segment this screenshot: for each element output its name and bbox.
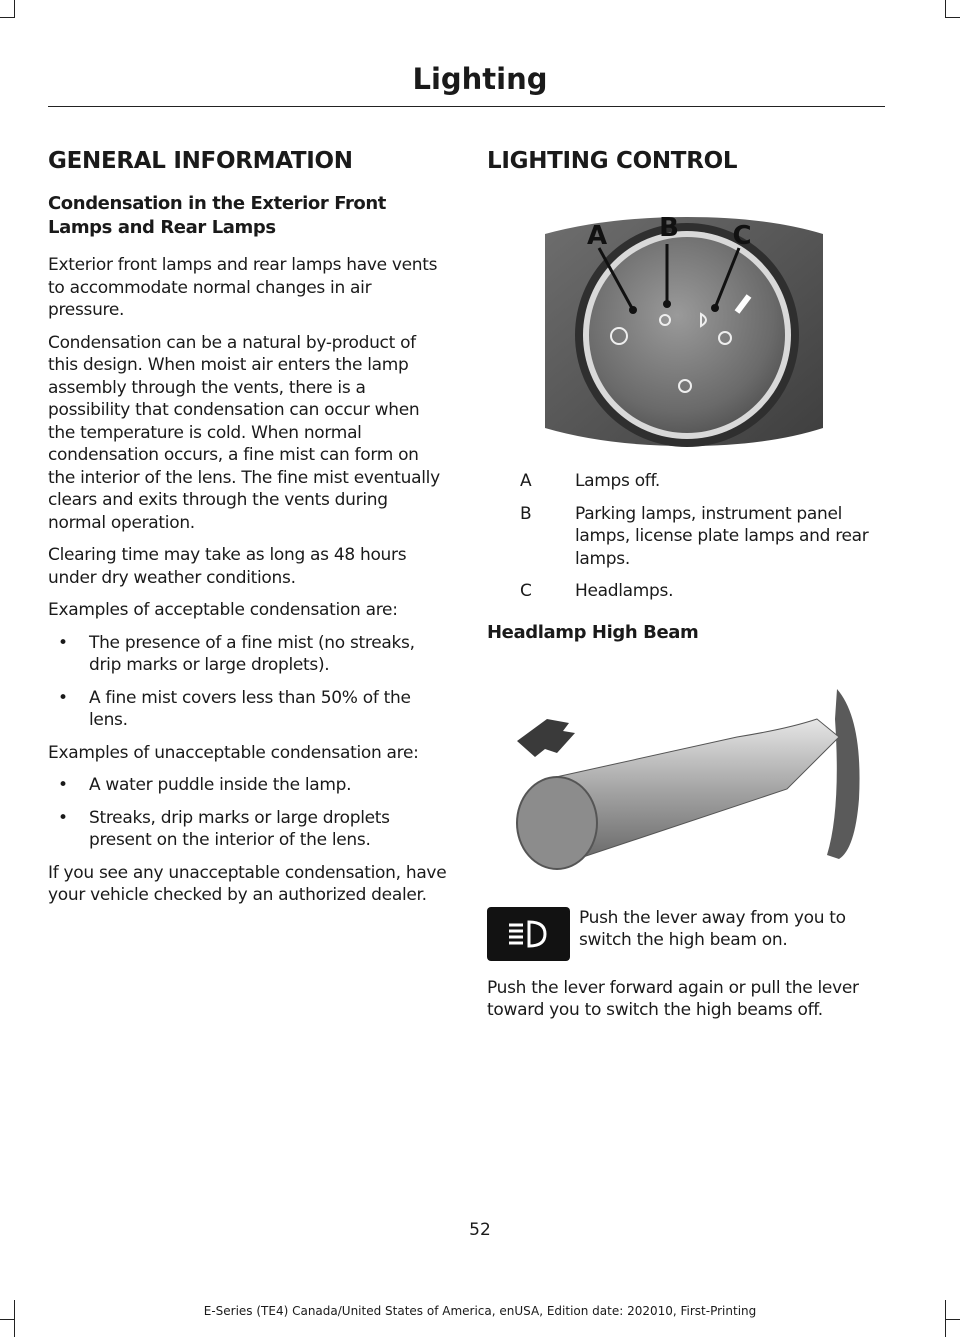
- paragraph: Push the lever forward again or pull the lever toward you to switch the high beams off.: [487, 977, 859, 1020]
- left-column: [48, 140, 448, 917]
- legend-text: Headlamps.: [575, 581, 674, 601]
- list-item: • A water puddle inside the lamp.: [48, 774, 448, 797]
- subsection-title-headlamp-high-beam: Headlamp High Beam: [487, 621, 699, 643]
- right-column: [487, 140, 887, 1032]
- lighting-control-figure: [487, 192, 887, 452]
- figure-label-a: A: [586, 221, 608, 251]
- legend-row: [487, 503, 887, 571]
- multifunction-lever-figure: [487, 659, 887, 899]
- acceptable-list: [48, 632, 448, 732]
- legend-key: B: [520, 503, 532, 524]
- crop-mark: [945, 1319, 960, 1320]
- paragraph: If you see any unacceptable condensation, have your vehicle checked by an authorized dealer.: [48, 862, 447, 905]
- crop-mark: [14, 0, 15, 18]
- paragraph: Examples of acceptable condensation are:: [48, 600, 398, 620]
- legend-key: A: [520, 471, 532, 491]
- crop-mark: [0, 1319, 15, 1320]
- list-item: • A fine mist covers less than 50% of the lens.: [48, 687, 448, 732]
- unacceptable-list: [48, 774, 448, 852]
- legend-key: C: [520, 581, 532, 601]
- legend-row: [487, 580, 887, 603]
- section-title-lighting-control: LIGHTING CONTROL: [487, 148, 738, 174]
- page-number: 52: [469, 1220, 491, 1240]
- paragraph: Examples of unacceptable condensation are:: [48, 742, 419, 763]
- list-item: • Streaks, drip marks or large droplets present on the interior of the lens.: [48, 807, 448, 852]
- section-title-general-information: GENERAL INFORMATION: [48, 148, 353, 174]
- subsection-title-condensation: Condensation in the Exterior Front Lamps and Rear Lamps: [48, 193, 387, 238]
- legend-row: [487, 470, 887, 493]
- high-beam-text: Push the lever away from you to switch the high beam on.: [579, 907, 846, 950]
- crop-mark: [0, 17, 15, 18]
- callout-dot-c: [711, 304, 719, 312]
- high-beam-icon: [487, 907, 570, 961]
- legend-text: Parking lamps, instrument panel lamps, license plate lamps and rear lamps.: [575, 503, 869, 569]
- lever-end-cap: [517, 777, 597, 869]
- header-divider: [48, 106, 885, 107]
- steering-column-mount: [827, 689, 860, 859]
- crop-mark: [945, 0, 946, 18]
- paragraph: Condensation can be a natural by-product of this design. When moist air enters the lamp assembly through the vents, there is a possibility that condensation can occur when the temperature is cold. When normal condensation occurs, a fine mist can form on the interior of the lens. The fine mist eventually clears and exits through the vents during normal operation.: [48, 332, 440, 533]
- push-direction-arrow-icon: [517, 719, 575, 757]
- page-header-title: Lighting: [412, 62, 548, 96]
- paragraph: Clearing time may take as long as 48 hours under dry weather conditions.: [48, 545, 407, 588]
- figure-label-b: B: [659, 213, 679, 243]
- paragraph: Exterior front lamps and rear lamps have vents to accommodate normal changes in air pressure.: [48, 255, 438, 320]
- crop-mark: [945, 17, 960, 18]
- legend-text: Lamps off.: [575, 471, 661, 491]
- high-beam-row: [487, 907, 887, 961]
- callout-dot-b: [663, 300, 671, 308]
- figure-label-c: C: [732, 221, 752, 251]
- edition-footer: E-Series (TE4) Canada/United States of America, enUSA, Edition date: 202010, First-Printing: [203, 1304, 757, 1318]
- lighting-control-legend: [487, 470, 887, 603]
- callout-dot-a: [629, 306, 637, 314]
- high-beam-symbol-icon: [487, 907, 570, 961]
- rotary-knob: [589, 237, 785, 433]
- list-item: • The presence of a fine mist (no streaks, drip marks or large droplets).: [48, 632, 448, 677]
